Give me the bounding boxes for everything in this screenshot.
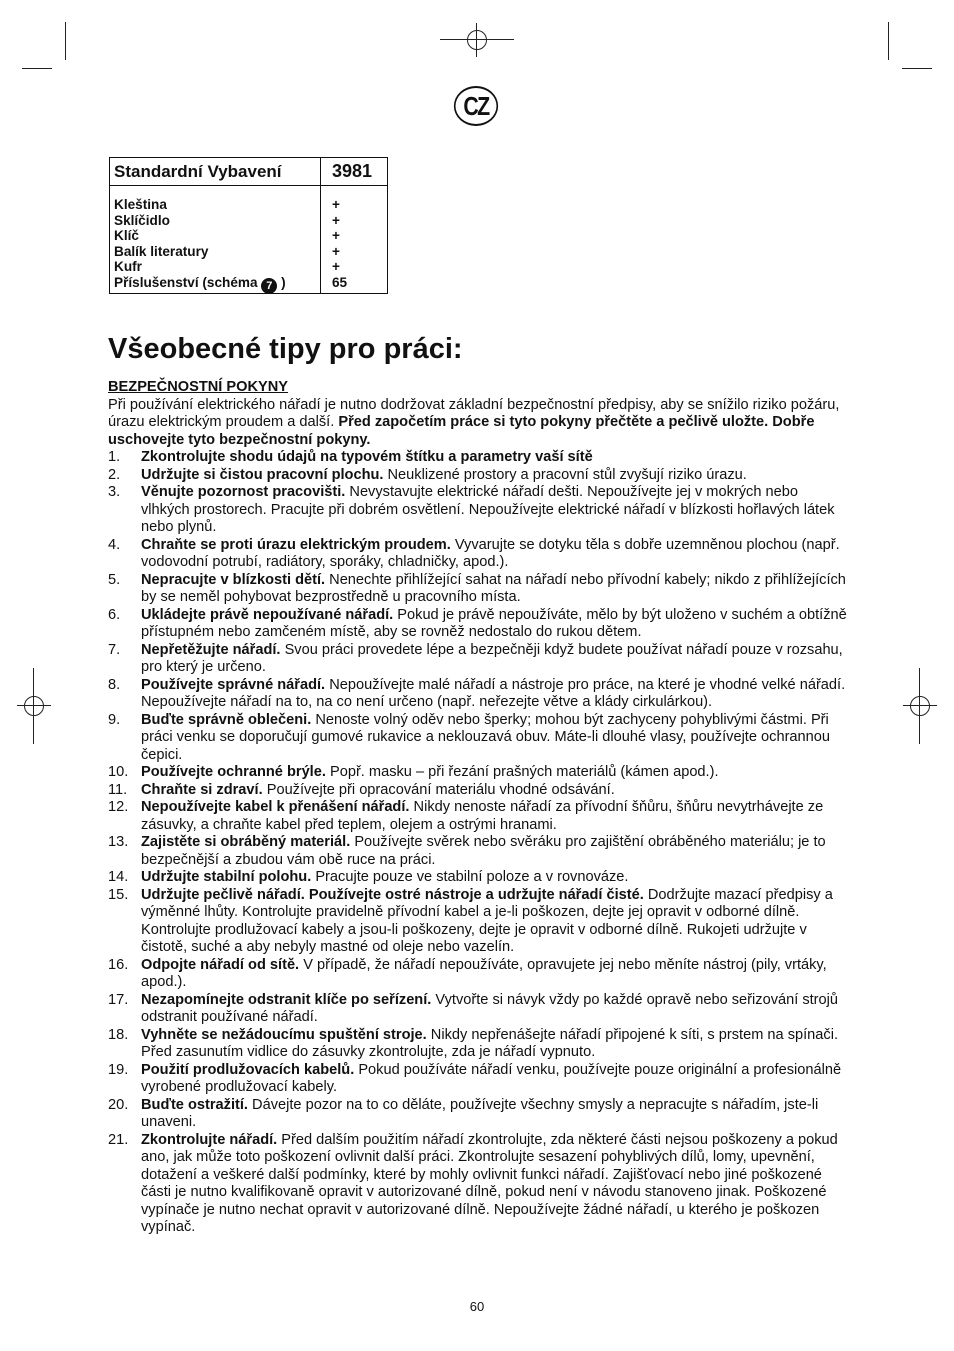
list-item-number: 6. <box>108 606 121 623</box>
equipment-value: + <box>332 228 340 244</box>
list-item-text <box>141 1097 848 1132</box>
list-item-number: 5. <box>108 571 121 588</box>
safety-list-item <box>108 572 848 607</box>
table-header-divider <box>110 185 387 186</box>
list-item-text <box>141 712 848 765</box>
list-item-text <box>141 642 848 677</box>
intro-bold: Před započetím práce si tyto pokyny přečtěte a pečlivě uložte. Dobře uschovejte tyto bezpečnostní pokyny. <box>108 414 815 448</box>
list-item-body: Neuklizené prostory a pracovní stůl zvyšují riziko úrazu. <box>387 466 747 483</box>
list-item-bold: Zkontrolujte nářadí. <box>141 1131 278 1148</box>
crop-mark-top-right-vertical <box>888 22 889 60</box>
list-item-bold: Chraňte si zdraví. <box>141 781 263 798</box>
equipment-header-label: Standardní Vybavení <box>114 162 282 181</box>
list-item-number: 16. <box>108 956 129 973</box>
equipment-value: + <box>332 212 340 228</box>
list-item-number: 9. <box>108 711 121 728</box>
safety-list-item <box>108 1027 848 1062</box>
list-item-body: Pokud používáte nářadí venku, používejte pouze originální a profesionálně vyrobené prodlužovací kabely. <box>141 1061 842 1095</box>
list-item-body: Vyvarujte se dotyku těla s dobře uzemněnou plochou (např. vodovodní potrubí, radiátory, sporáky, chladničky, apod.). <box>141 536 840 570</box>
list-item-bold: Ukládejte právě nepoužívané nářadí. <box>141 606 394 623</box>
list-item-text <box>141 677 848 712</box>
list-item-bold: Použití prodlužovacích kabelů. <box>141 1061 355 1078</box>
figure-number-icon: 7 <box>261 278 277 294</box>
list-item-body: V případě, že nářadí nepoužíváte, opravujete jej nebo měníte nástroj (pily, vrtáky, apod.). <box>141 956 827 990</box>
list-item-text <box>141 992 848 1027</box>
registration-line-left <box>33 668 34 744</box>
safety-list-item <box>108 957 848 992</box>
safety-list-item <box>108 992 848 1027</box>
equipment-item: Sklíčidlo <box>114 212 170 228</box>
list-item-text <box>141 834 848 869</box>
list-item-bold: Používejte ochranné brýle. <box>141 764 326 780</box>
safety-list-item <box>108 677 848 712</box>
safety-list-item <box>108 484 848 537</box>
safety-list-item <box>108 537 848 572</box>
list-item-number: 11. <box>108 781 128 798</box>
equipment-item: Balík literatury <box>114 243 209 259</box>
list-item-body: Nikdy nenoste nářadí za přívodní šňůru, šňůru nevytrhávejte ze zásuvky, a chraňte kabel před teplem, olejem a ostrými hranami. <box>141 799 824 833</box>
safety-list-item <box>108 1097 848 1132</box>
list-item-number: 10. <box>108 764 129 780</box>
list-item-bold: Nepoužívejte kabel k přenášení nářadí. <box>141 799 410 815</box>
list-item-bold: Zajistěte si obráběný materiál. <box>141 834 351 850</box>
list-item-text <box>141 537 848 572</box>
registration-mark-right <box>903 689 937 723</box>
list-item-text <box>141 1027 848 1062</box>
list-item-text <box>141 799 848 834</box>
list-item-text <box>141 1132 848 1237</box>
list-item-body: Nevystavujte elektrické nářadí dešti. Nepoužívejte jej v mokrých nebo vlhkých prostorech. Pracujte při dobrém osvětlení. Nepoužívejte elektrické nářadí v blízkosti hořlavých látek nebo plynů. <box>141 484 835 535</box>
section-heading: BEZPEČNOSTNÍ POKYNY <box>108 379 289 395</box>
list-item-bold: Udržujte pečlivě nářadí. Používejte ostré nástroje a udržujte nářadí čisté. <box>141 886 644 903</box>
list-item-body: Svou práci provedete lépe a bezpečněji když budete používat nářadí pouze v rozsahu, pro který je určeno. <box>141 641 843 675</box>
list-item-text <box>141 869 848 887</box>
list-item-body: Nenechte přihlížející sahat na nářadí nebo přívodní kabely; nikdo z přihlížejících by se neměl pohybovat bezprostředně u pracovního místa. <box>141 571 846 605</box>
list-item-number: 21. <box>108 1131 129 1148</box>
list-item-text <box>141 467 848 485</box>
list-item-number: 17. <box>108 991 129 1008</box>
registration-line-top <box>440 39 514 40</box>
equipment-header-model: 3981 <box>332 161 373 181</box>
list-item-bold: Nepřetěžujte nářadí. <box>141 641 281 658</box>
registration-mark-top <box>460 23 494 57</box>
safety-list-item <box>108 782 848 800</box>
list-item-text <box>141 607 848 642</box>
crop-mark-top-right-horizontal <box>902 68 932 69</box>
list-item-bold: Nezapomínejte odstranit klíče po seřízení. <box>141 991 432 1008</box>
safety-list <box>108 449 848 1237</box>
list-item-body: Dodržujte mazací předpisy a výměnné lhůty. Kontrolujte pravidelně přívodní kabel a je-li poškozen, dejte jej opravit v odborné dílně. Kontrolujte prodlužovací kabely a jsou-li poškozeny, dejte je opravit v odborné dílně. Rukojeti udržujte v čistotě, suché a aby nebyly mastné od oleje nebo vazelín. <box>141 886 833 955</box>
list-item-number: 15. <box>108 886 129 903</box>
equipment-item: Klíč <box>114 228 139 244</box>
country-badge: CZ <box>454 86 498 126</box>
list-item-bold: Vyhněte se nežádoucímu spuštění stroje. <box>141 1026 427 1043</box>
list-item-number: 1. <box>108 449 121 465</box>
safety-list-item <box>108 467 848 485</box>
list-item-body: Nenoste volný oděv nebo šperky; mohou být zachyceny pohyblivými částmi. Při práci venku se doporučují gumové rukavice a neklouzavá obuv. Máte-li dlouhé vlasy, používejte ochrannou čepici. <box>141 711 831 763</box>
crop-mark-top-left-vertical <box>65 22 66 60</box>
list-item-text <box>141 572 848 607</box>
list-item-text <box>141 782 848 800</box>
intro-paragraph: Při používání elektrického nářadí je nutno dodržovat základní bezpečnostní předpisy, aby se snížilo riziko požáru, úrazu elektrickým proudem a další. Před započetím práce si tyto pokyny přečtěte a pečlivě uložte. Dobře uschovejte tyto bezpečnostní pokyny. <box>108 396 840 448</box>
safety-list-item <box>108 1062 848 1097</box>
safety-list-item <box>108 712 848 765</box>
list-item-bold: Používejte správné nářadí. <box>141 676 326 693</box>
list-item-bold: Buďte ostražití. <box>141 1096 248 1113</box>
list-item-bold: Zkontrolujte shodu údajů na typovém štítku a parametry vaší sítě <box>141 449 593 465</box>
list-item-body: Nikdy nepřenášejte nářadí připojené k síti, s prstem na spínači. Před zasunutím vidlice do zásuvky zkontrolujte, zda je nářadí vypnuto. <box>141 1026 839 1060</box>
list-item-number: 4. <box>108 536 121 553</box>
list-item-number: 7. <box>108 641 121 658</box>
crop-mark-top-left-horizontal <box>22 68 52 69</box>
list-item-text <box>141 449 848 467</box>
table-column-divider <box>320 158 321 293</box>
list-item-body: Pracujte pouze ve stabilní poloze a v rovnováze. <box>315 869 629 885</box>
safety-list-item <box>108 869 848 887</box>
equipment-items-column <box>114 197 286 294</box>
equipment-item-accessories: Příslušenství (schéma 7 ) <box>114 274 286 292</box>
list-item-body: Používejte při opracování materiálu vhodné odsávání. <box>266 781 615 798</box>
equipment-item: Kufr <box>114 259 142 275</box>
list-item-number: 13. <box>108 834 129 850</box>
list-item-body: Pokud je právě nepoužíváte, mělo by být uloženo v suchém a obtížně přístupném nebo zamčeném místě, aby se rovněž nedostalo do rukou dětem. <box>141 606 847 640</box>
list-item-bold: Udržujte stabilní polohu. <box>141 869 312 885</box>
equipment-values-column <box>332 197 347 291</box>
list-item-number: 12. <box>108 799 129 815</box>
page-title: Všeobecné tipy pro práci: <box>108 333 463 365</box>
registration-mark-left <box>17 689 51 723</box>
list-item-bold: Věnujte pozornost pracovišti. <box>141 484 346 500</box>
standard-equipment-table <box>109 157 388 294</box>
list-item-bold: Nepracujte v blízkosti dětí. <box>141 571 326 588</box>
list-item-number: 18. <box>108 1026 129 1043</box>
list-item-text <box>141 764 848 782</box>
list-item-text <box>141 957 848 992</box>
page-number: 60 <box>469 1299 485 1314</box>
list-item-bold: Chraňte se proti úrazu elektrickým proudem. <box>141 536 451 553</box>
registration-line-right <box>919 668 920 744</box>
list-item-text <box>141 1062 848 1097</box>
equipment-value-accessories: 65 <box>332 274 348 290</box>
list-item-number: 19. <box>108 1061 129 1078</box>
equipment-value: + <box>332 197 340 212</box>
list-item-body: Používejte svěrek nebo svěráku pro zajištění obráběného materiálu; je to bezpečnější a zbudou vám obě ruce na práci. <box>141 834 826 868</box>
list-item-body: Popř. masku – při řezání prašných materiálů (kámen apod.). <box>329 764 719 780</box>
safety-list-item <box>108 764 848 782</box>
list-item-body: Dávejte pozor na to co děláte, používejte všechny smysly a nepracujte s nářadím, jste-li unaveni. <box>141 1096 819 1130</box>
equipment-value: + <box>332 243 340 259</box>
list-item-text <box>141 484 848 537</box>
safety-list-item <box>108 607 848 642</box>
list-item-bold: Buďte správně oblečeni. <box>141 711 312 728</box>
safety-list-item <box>108 449 848 467</box>
list-item-text <box>141 887 848 957</box>
safety-list-item <box>108 887 848 957</box>
equipment-value: + <box>332 259 340 275</box>
list-item-body: Nepoužívejte malé nářadí a nástroje pro práce, na které je vhodné velké nářadí. Nepoužívejte nářadí na to, na co není určeno (např. neřezejte větve a klády cirkulárkou). <box>141 676 846 710</box>
list-item-bold: Udržujte si čistou pracovní plochu. <box>141 466 384 483</box>
list-item-number: 2. <box>108 466 121 483</box>
safety-list-item <box>108 834 848 869</box>
safety-list-item <box>108 642 848 677</box>
safety-section <box>108 379 848 1237</box>
safety-list-item <box>108 799 848 834</box>
list-item-number: 20. <box>108 1096 129 1113</box>
list-item-number: 8. <box>108 676 121 693</box>
safety-list-item <box>108 1132 848 1237</box>
list-item-body: Před dalším použitím nářadí zkontrolujte, zda některé části nejsou poškozeny a pokud ano, jak může toto poškození ovlivnit další práci. Zkontrolujte sesazení pohyblivých dílů, lomy, upevnění, dotažení a veškeré další podmínky, které by mohly ovlivnit funkci nářadí. Zajišťovací nebo jiné poškozené části je nutno kvalifikovaně opravit v autorizované dílně, pokud není v návodu stanoveno jinak. Poškozené vypínače je nutno nechat opravit v autorizované dílně. Nepoužívejte žádné nářadí, u kterého je poškozen vypínač. <box>141 1131 838 1235</box>
list-item-number: 14. <box>108 869 129 885</box>
list-item-bold: Odpojte nářadí od sítě. <box>141 956 300 973</box>
list-item-number: 3. <box>108 484 121 500</box>
equipment-item: Kleština <box>114 197 167 212</box>
list-item-body: Vytvořte si návyk vždy po každé opravě nebo seřizování strojů odstranit používané nářadí. <box>141 991 839 1025</box>
